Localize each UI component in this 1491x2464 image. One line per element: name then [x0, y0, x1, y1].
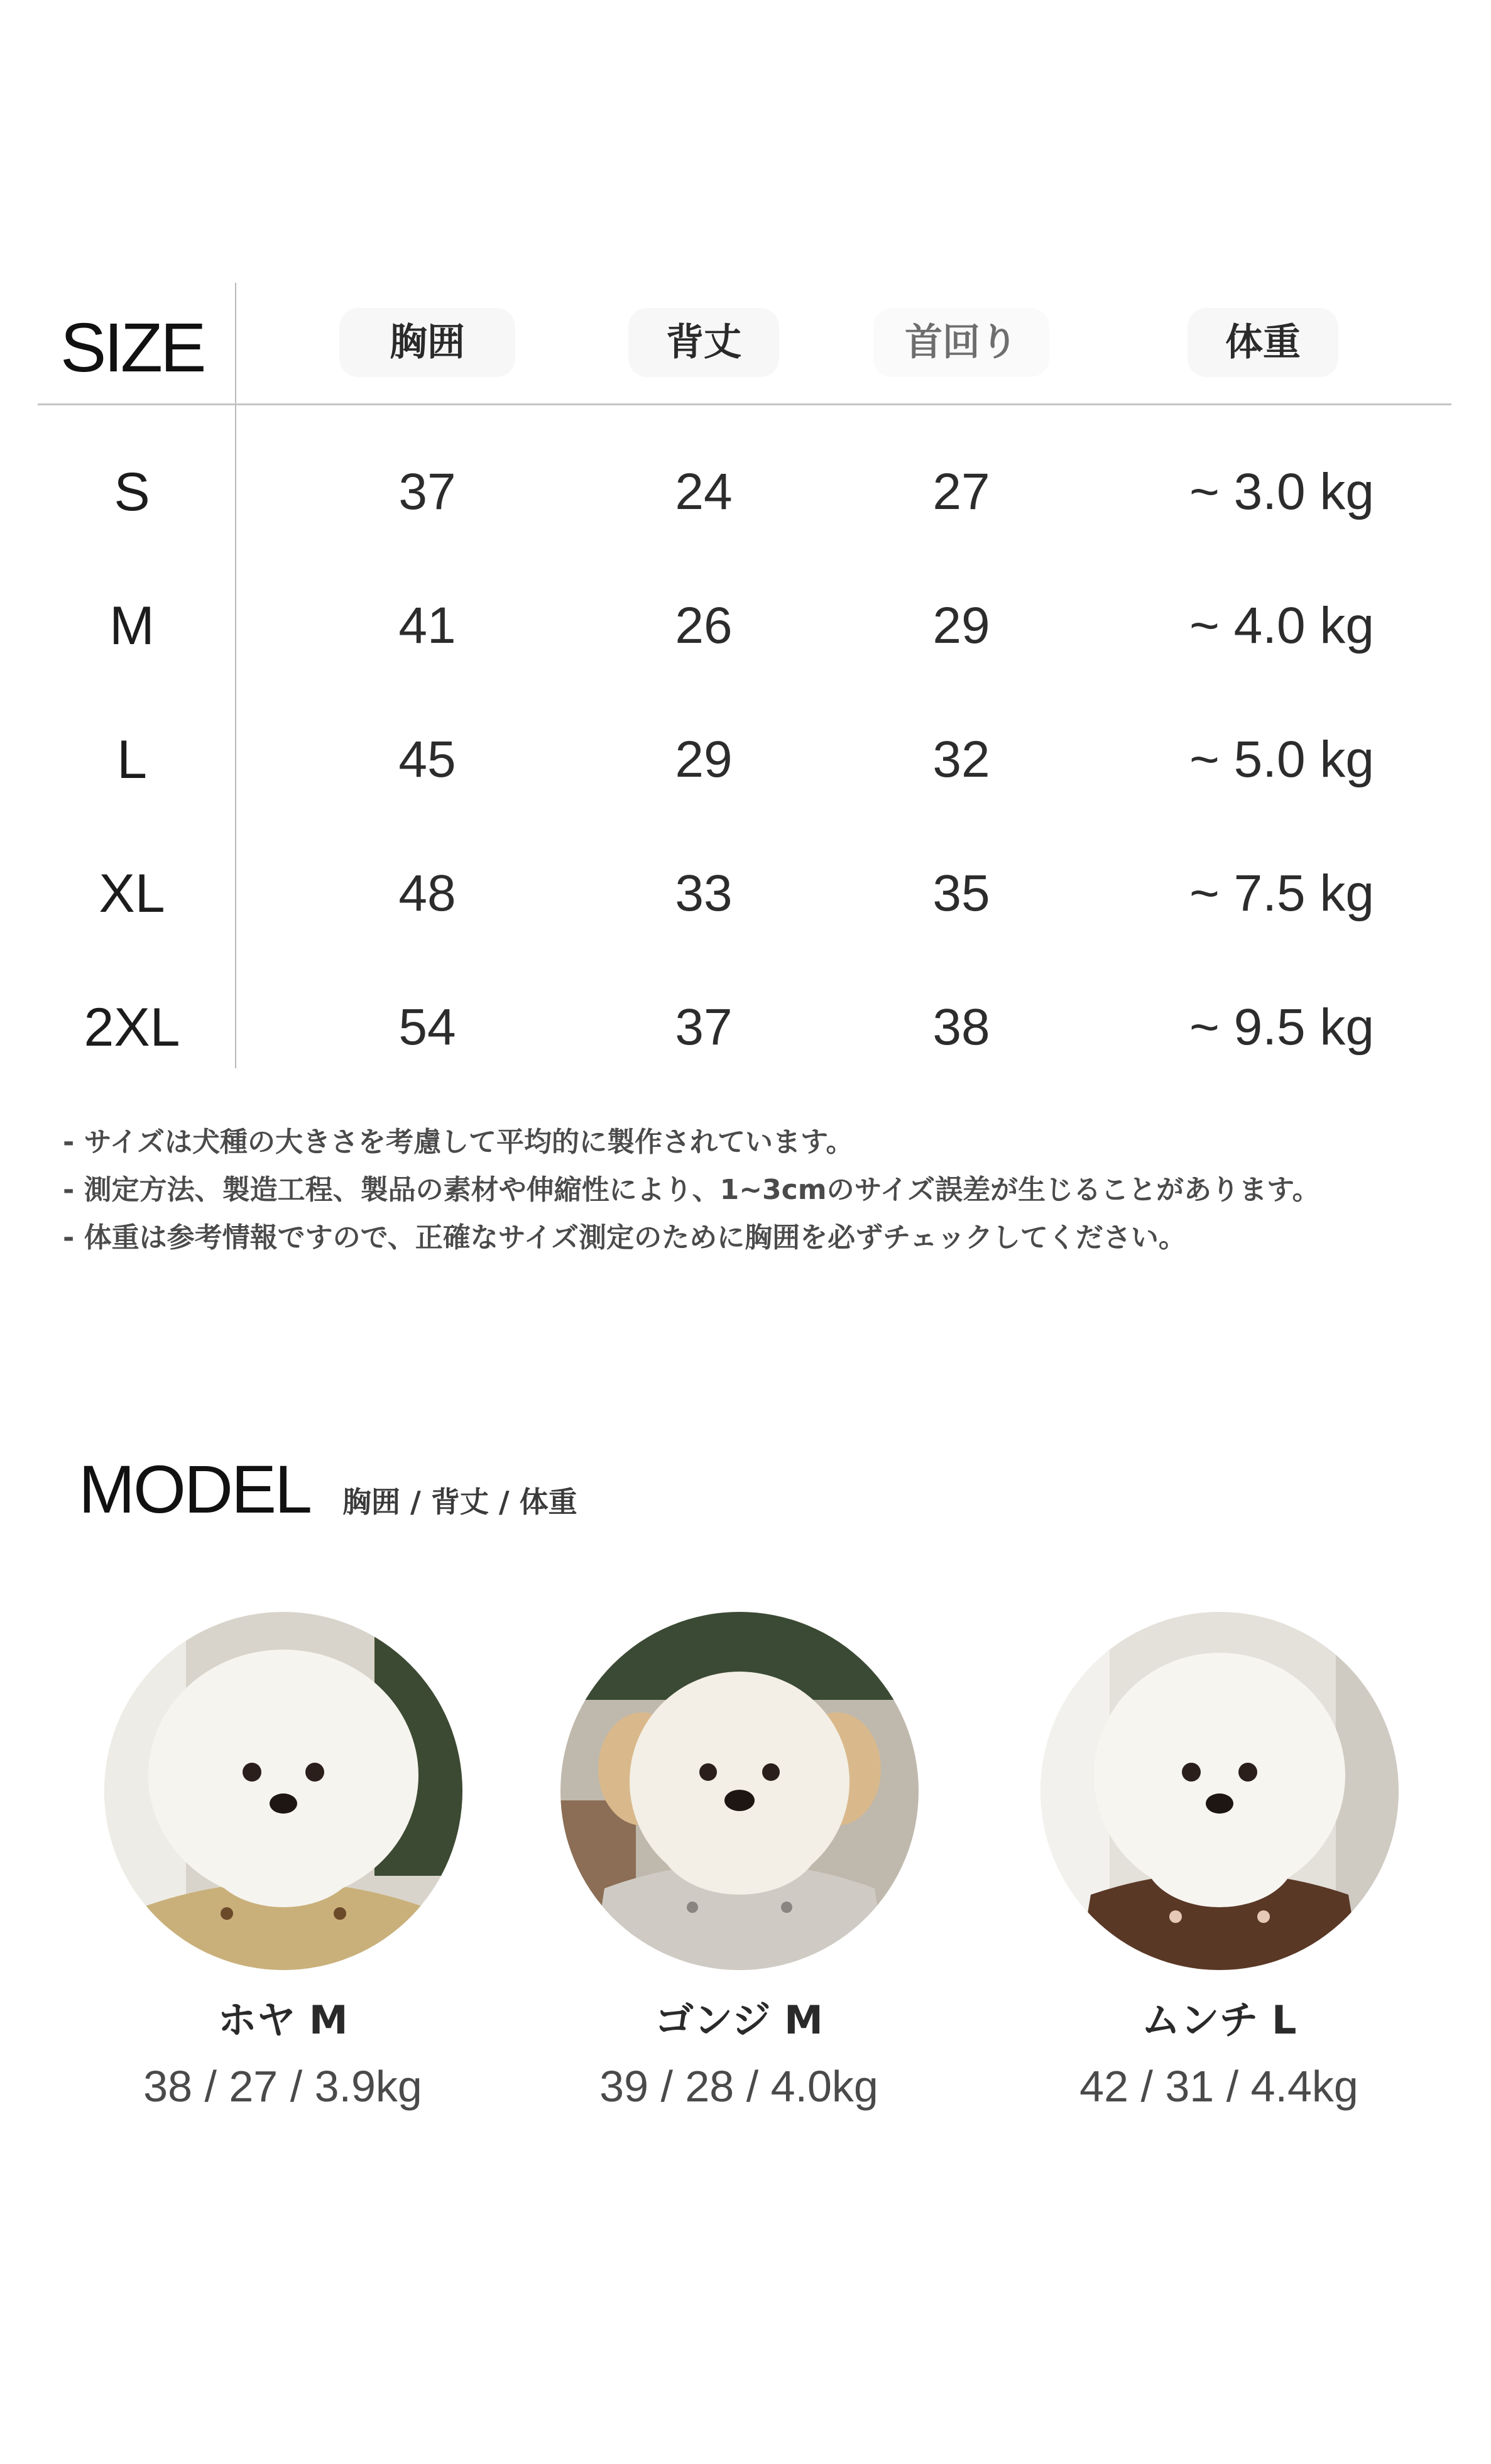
- back-length-value: 29: [675, 731, 733, 788]
- neck-value: 35: [932, 865, 990, 922]
- back-length-value: 26: [675, 597, 733, 654]
- size-table: [38, 283, 1451, 1068]
- size-label: XL: [99, 863, 165, 924]
- dog-photo-illustration: [560, 1612, 919, 1970]
- chest-value: 41: [398, 597, 456, 654]
- weight-value: ~ 3.0 kg: [1189, 463, 1375, 520]
- note-item: - サイズは犬種の大きさを考慮して平均的に製作されています。: [63, 1126, 854, 1158]
- neck-value: 38: [932, 999, 990, 1056]
- model-measurements: 42 / 31 / 4.4kg: [1079, 2062, 1358, 2111]
- weight-value: ~ 4.0 kg: [1189, 597, 1375, 654]
- weight-value: ~ 9.5 kg: [1189, 999, 1375, 1056]
- weight-value: ~ 7.5 kg: [1189, 865, 1375, 922]
- model-measure-legend: 胸囲 / 背丈 / 体重: [342, 1485, 577, 1519]
- back-length-value: 33: [675, 865, 733, 922]
- size-row-l: [38, 716, 1451, 804]
- size-label: 2XL: [84, 997, 180, 1058]
- model-card-gonji: [525, 1612, 953, 2127]
- neck-value: 29: [932, 597, 990, 654]
- dog-photo-illustration: [104, 1612, 462, 1970]
- column-header-neck: 首回り: [873, 308, 1049, 377]
- size-label: L: [117, 730, 147, 790]
- model-title: MODEL: [79, 1451, 311, 1527]
- note-item: - 体重は参考情報ですので、正確なサイズ測定のために胸囲を必ずチェックしてください。: [63, 1222, 1186, 1254]
- column-header-weight: 体重: [1188, 308, 1338, 377]
- back-length-value: 37: [675, 999, 733, 1056]
- neck-value: 27: [932, 463, 990, 520]
- size-row-2xl: [38, 983, 1451, 1071]
- column-header-chest: 胸囲: [339, 308, 515, 377]
- model-name: ムンチ L: [1141, 1997, 1297, 2043]
- weight-value: ~ 5.0 kg: [1189, 731, 1375, 788]
- back-length-value: 24: [675, 463, 733, 520]
- dog-photo: [560, 1612, 919, 1970]
- horizontal-divider: [38, 403, 1451, 405]
- size-row-xl: [38, 850, 1451, 938]
- size-row-m: [38, 582, 1451, 670]
- size-label: S: [114, 462, 150, 522]
- chest-value: 54: [398, 999, 456, 1056]
- chest-value: 45: [398, 731, 456, 788]
- neck-value: 32: [932, 731, 990, 788]
- model-name: ゴンジ M: [655, 1997, 823, 2043]
- model-name: ホヤ M: [217, 1997, 348, 2043]
- note-item: - 測定方法、製造工程、製品の素材や伸縮性により、1~3cmのサイズ誤差が生じることがあります。: [63, 1174, 1320, 1206]
- size-row-s: [38, 448, 1451, 536]
- vertical-divider: [235, 283, 236, 1068]
- size-label: M: [109, 596, 155, 656]
- chest-value: 48: [398, 865, 456, 922]
- dog-photo-illustration: [1040, 1612, 1399, 1970]
- size-notes: [63, 1119, 1445, 1262]
- model-measurements: 39 / 28 / 4.0kg: [599, 2062, 878, 2111]
- chest-value: 37: [398, 463, 456, 520]
- model-card-hoya: [69, 1612, 496, 2127]
- dog-photo: [104, 1612, 462, 1970]
- model-measurements: 38 / 27 / 3.9kg: [143, 2062, 422, 2111]
- dog-photo: [1040, 1612, 1399, 1970]
- model-heading: [79, 1445, 833, 1533]
- size-table-title: SIZE: [60, 309, 204, 386]
- column-header-back-length: 背丈: [628, 308, 779, 377]
- model-card-munchi: [1005, 1612, 1433, 2127]
